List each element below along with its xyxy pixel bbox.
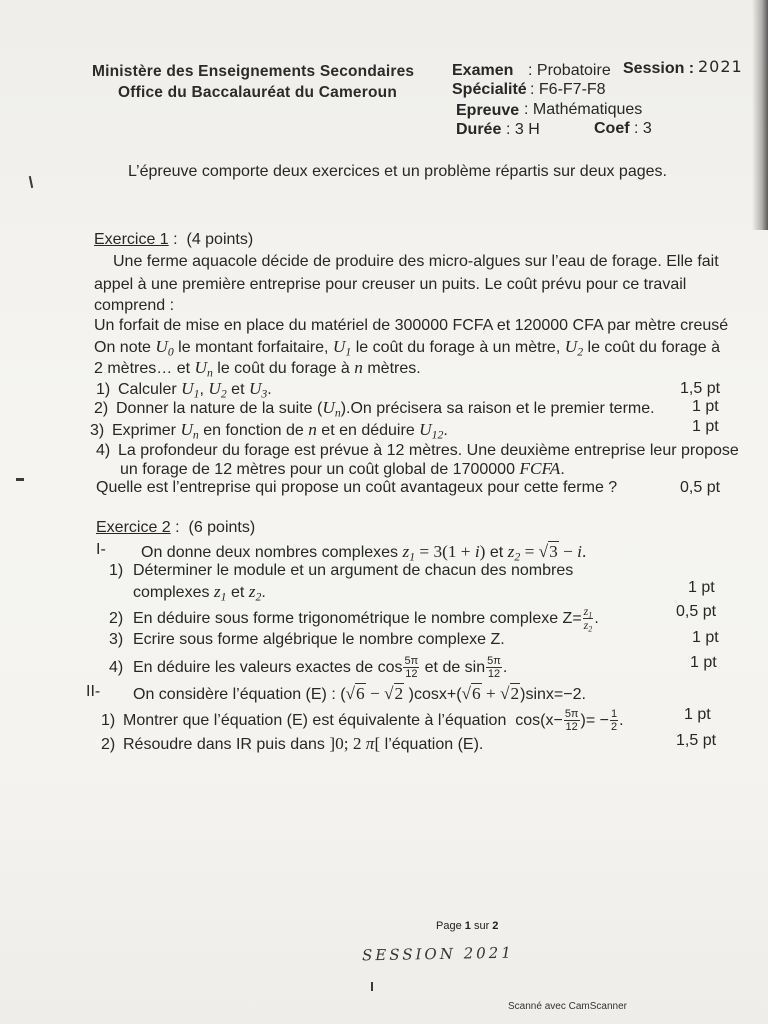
text-run: 2 mètres… et — [94, 360, 195, 377]
text-run: et — [485, 544, 508, 561]
question-text — [123, 708, 624, 733]
radicand: 6 — [356, 684, 365, 703]
question-points: 0,5 pt — [676, 603, 717, 620]
exercise2-part2-question-1 — [101, 708, 624, 733]
math-subscript: n — [206, 366, 213, 380]
text-run: , — [199, 381, 209, 398]
part-intro — [141, 541, 586, 562]
math-variable: $z_1$ — [402, 542, 416, 564]
math-variable: $U_3$ — [248, 379, 268, 401]
exercise1-statement-line — [94, 297, 174, 315]
text-run: Calculer — [118, 381, 182, 398]
question-text — [133, 655, 508, 680]
math-variable: $U_n$ — [180, 420, 199, 442]
math-subscript: 2 — [255, 590, 262, 604]
text-run: le coût du forage à — [583, 339, 721, 356]
question-number: 1) — [101, 711, 116, 729]
text-run: 12 — [405, 668, 418, 680]
question-points: 0,5 pt — [680, 479, 721, 496]
page-label: Page — [436, 920, 462, 932]
fraction-denominator — [403, 668, 419, 680]
question-text — [118, 379, 272, 401]
page-number — [436, 920, 498, 932]
math-text: √ — [345, 684, 356, 703]
math-subscript: 2 — [577, 345, 584, 359]
part-label: I- — [96, 541, 106, 558]
question-points: 1,5 pt — [676, 732, 717, 749]
session-label: Session : — [623, 60, 695, 77]
exam-label: Examen — [452, 62, 514, 79]
math-text: − √ — [365, 684, 394, 703]
text-run: complexes — [133, 584, 214, 601]
exercise2-heading — [96, 519, 255, 537]
math-variable: $z_2$ — [248, 582, 262, 604]
text-run: Ecrire sous forme algébrique le nombre complexe Z. — [133, 631, 505, 648]
math-variable: $z_2$ — [507, 542, 521, 564]
scan-artifact — [16, 478, 24, 481]
fraction-numerator — [403, 655, 419, 668]
text-run: Résoudre dans IR puis dans — [123, 736, 330, 753]
exercise2-part1-question-1 — [109, 562, 573, 580]
exercise2-points: : (6 points) — [170, 519, 256, 536]
question-number: 3) — [90, 422, 105, 439]
math-variable: $U_n$ — [194, 358, 213, 380]
math-text: ]0; 2 — [329, 734, 366, 753]
subject-value: : Mathématiques — [524, 101, 643, 118]
text-run: et — [226, 381, 249, 398]
question-text — [112, 420, 448, 442]
text-run: Donner la nature de la suite ( — [116, 400, 323, 417]
text-run: en fonction de — [198, 422, 309, 439]
math-variable: FCFA — [519, 459, 561, 478]
question-points: 1,5 pt — [680, 380, 721, 397]
speciality-value: : F6-F7-F8 — [530, 81, 606, 98]
text-run: . — [560, 461, 565, 478]
math-variable: $U_{12}$ — [419, 420, 444, 442]
text-run: le coût du forage à un mètre, — [351, 339, 565, 356]
math-variable: i — [474, 542, 480, 561]
math-variable: $z_1$ — [583, 604, 593, 620]
question-text-continued — [96, 479, 617, 497]
text-run: 1 — [611, 708, 618, 720]
math-variable: n — [354, 358, 363, 377]
text-run: . — [267, 381, 272, 398]
text-run: appel à une première entreprise pour creuser un puits. Le coût prévu pour ce travail — [94, 276, 687, 293]
question-text — [123, 736, 483, 753]
text-run: 5π — [487, 655, 501, 667]
question-text — [118, 442, 739, 459]
fraction — [583, 605, 594, 632]
question-points: 1 pt — [692, 398, 719, 415]
math-subscript: 1 — [193, 387, 200, 401]
exam-intro: L’épreuve comporte deux exercices et un problème répartis sur deux pages. — [128, 163, 667, 180]
exercise2-title: Exercice 2 — [96, 519, 171, 536]
text-run: 5π — [564, 708, 579, 720]
exercise2-part1-question-3 — [109, 631, 505, 649]
fraction-denominator — [564, 721, 580, 733]
question-text-continued — [133, 583, 266, 602]
text-run: et en déduire — [316, 422, 420, 439]
math-subscript: 3 — [261, 387, 268, 401]
question-points: 1 pt — [684, 706, 711, 723]
radicand: 2 — [510, 684, 520, 703]
math-text: . — [581, 542, 587, 561]
ministry-name: Ministère des Enseignements Secondaires — [92, 63, 415, 80]
fraction — [403, 655, 419, 680]
math-variable: n — [308, 420, 317, 439]
question-text — [133, 631, 505, 648]
math-subscript: 1 — [588, 610, 593, 620]
math-variable: $U_2$ — [564, 337, 584, 359]
question-points: 1 pt — [688, 579, 715, 596]
exercise2-part1-question-4 — [109, 655, 507, 680]
question-number: 1) — [96, 381, 111, 398]
text-run: )= − — [580, 711, 609, 729]
exercise1-question-2 — [94, 399, 655, 418]
question-number: 4) — [109, 658, 124, 676]
text-run: Exprimer — [112, 422, 181, 439]
text-run: )sinx=−2. — [520, 686, 586, 703]
text-run: . — [261, 584, 266, 601]
text-run: le coût du forage à — [212, 360, 355, 377]
math-text: ) — [479, 542, 486, 561]
math-subscript: 2 — [514, 550, 521, 564]
text-run: . — [594, 609, 599, 627]
text-run: . — [502, 658, 508, 676]
fraction-numerator — [583, 605, 594, 619]
coef-value: : 3 — [634, 120, 652, 137]
math-text: √ — [461, 684, 471, 703]
math-subscript: 2 — [220, 387, 227, 401]
text-run: Quelle est l’entreprise qui propose un coût avantageux pour cette ferme ? — [96, 479, 618, 496]
fraction-denominator — [610, 721, 618, 733]
text-run: l’équation (E). — [380, 736, 484, 753]
exercise1-statement-line — [94, 276, 686, 294]
math-subscript: 0 — [167, 345, 174, 359]
math-variable: $U_1$ — [332, 337, 352, 359]
part-intro — [133, 683, 586, 704]
exercise1-question-1 — [96, 380, 272, 399]
math-subscript: 2 — [588, 624, 593, 634]
question-text — [116, 398, 655, 420]
fraction-numerator — [564, 708, 580, 721]
math-variable: $z_1$ — [213, 582, 227, 604]
radicand: 3 — [549, 542, 558, 561]
text-run: 5π — [404, 655, 419, 667]
exercise1-statement-line — [94, 338, 720, 357]
text-run: Montrer que l’équation (E) est équivalente à l’équation cos(x− — [123, 711, 563, 729]
fraction — [610, 708, 618, 733]
page-of: sur — [473, 920, 490, 932]
coef-label: Coef — [594, 120, 630, 137]
question-number: 2) — [94, 400, 109, 417]
text-run: En déduire les valeurs exactes de cos — [133, 658, 403, 676]
text-run: . — [619, 711, 624, 729]
fraction-denominator — [583, 619, 594, 632]
question-points: 1 pt — [692, 629, 719, 646]
scan-artifact — [29, 176, 33, 188]
math-variable: $U_1$ — [181, 379, 200, 401]
text-run: . — [443, 422, 448, 439]
math-variable: $z_2$ — [583, 618, 593, 634]
question-points: 1 pt — [690, 654, 717, 671]
math-subscript: 12 — [431, 428, 444, 442]
exercise1-question-4 — [96, 442, 739, 460]
text-run: le montant forfaitaire, — [173, 339, 333, 356]
text-run: 12 — [565, 721, 578, 733]
scan-artifact — [371, 982, 373, 991]
speciality-label: Spécialité — [452, 81, 527, 98]
text-run: et — [226, 584, 249, 601]
question-number: 2) — [109, 609, 124, 627]
text-run: La profondeur du forage est prévue à 12 mètres. Une deuxième entreprise leur propose — [118, 442, 739, 459]
exercise1-points: : (4 points) — [168, 231, 254, 248]
part-label: II- — [86, 683, 101, 700]
math-text: = 3(1 + — [415, 542, 475, 561]
text-run: 12 — [487, 668, 501, 680]
exercise1-statement-line — [113, 253, 719, 271]
fraction — [486, 655, 502, 680]
fraction — [564, 708, 580, 733]
text-run: ).On précisera sa raison et le premier terme. — [340, 400, 655, 417]
question-points: 1 pt — [692, 418, 719, 435]
page-total: 2 — [492, 920, 499, 932]
math-text: + √ — [481, 684, 510, 703]
math-variable: $U_2$ — [208, 379, 227, 401]
math-variable: $U_0$ — [155, 337, 174, 359]
duration-value: : 3 H — [506, 121, 540, 138]
handwritten-session-note: SESSION 2021 — [361, 943, 514, 965]
exercise1-question-3 — [90, 421, 448, 440]
text-run: comprend : — [94, 297, 175, 314]
text-run: Une ferme aquacole décide de produire des micro-algues sur l’eau de forage. Elle fait — [113, 253, 719, 270]
math-variable: i — [577, 542, 582, 561]
exercise2-part1-question-2 — [109, 605, 599, 632]
math-text: [ — [374, 734, 381, 753]
exercise1-title: Exercice 1 — [94, 231, 169, 248]
math-subscript: 1 — [220, 590, 227, 604]
radicand: 6 — [472, 684, 481, 703]
duration-label: Durée — [456, 121, 502, 138]
math-text: − — [558, 542, 578, 561]
fraction-denominator — [486, 668, 502, 680]
text-run: On donne deux nombres complexes — [141, 544, 403, 561]
exercise1-heading — [94, 231, 253, 249]
text-run: On considère l’équation (E) : ( — [133, 686, 346, 703]
question-text — [133, 562, 573, 579]
text-run: mètres. — [362, 360, 421, 377]
exercise1-statement-line — [94, 359, 421, 378]
fraction-numerator — [610, 708, 618, 721]
exercise2-part2-question-2 — [101, 735, 483, 754]
exercise1-statement-line — [94, 317, 728, 335]
office-name: Office du Baccalauréat du Cameroun — [118, 84, 397, 101]
exam-value: : Probatoire — [528, 62, 611, 79]
text-run: Déterminer le module et un argument de chacun des nombres — [133, 562, 574, 579]
text-run: )cosx+( — [404, 686, 462, 703]
page-current: 1 — [464, 920, 471, 932]
question-number: 2) — [101, 736, 116, 753]
math-variable: $U_n$ — [322, 398, 341, 420]
math-text: = √ — [520, 542, 549, 561]
subject-label: Epreuve — [456, 102, 520, 119]
session-value: 2021 — [698, 57, 743, 76]
text-run: 2 — [611, 721, 618, 733]
question-number: 4) — [96, 442, 111, 459]
scan-edge-shadow — [752, 0, 768, 230]
radicand: 2 — [394, 684, 404, 703]
fraction-numerator — [486, 655, 502, 668]
text-run: Un forfait de mise en place du matériel de 300000 FCFA et 120000 CFA par mètre creusé — [94, 317, 729, 334]
math-variable: π — [365, 734, 375, 753]
question-number: 3) — [109, 631, 124, 648]
question-text — [133, 604, 599, 634]
question-text-continued — [120, 460, 565, 479]
text-run: et de sin — [420, 658, 486, 676]
text-run: un forage de 12 mètres pour un coût global de 1700000 — [120, 461, 520, 478]
text-run: On note — [94, 339, 156, 356]
question-number: 1) — [109, 562, 124, 579]
math-subscript: n — [334, 406, 341, 420]
scanner-watermark: Scanné avec CamScanner — [508, 1001, 627, 1012]
text-run: En déduire sous forme trigonométrique le nombre complexe Z= — [133, 609, 582, 627]
math-subscript: 1 — [345, 345, 352, 359]
math-subscript: 1 — [409, 550, 416, 564]
math-subscript: n — [192, 428, 199, 442]
